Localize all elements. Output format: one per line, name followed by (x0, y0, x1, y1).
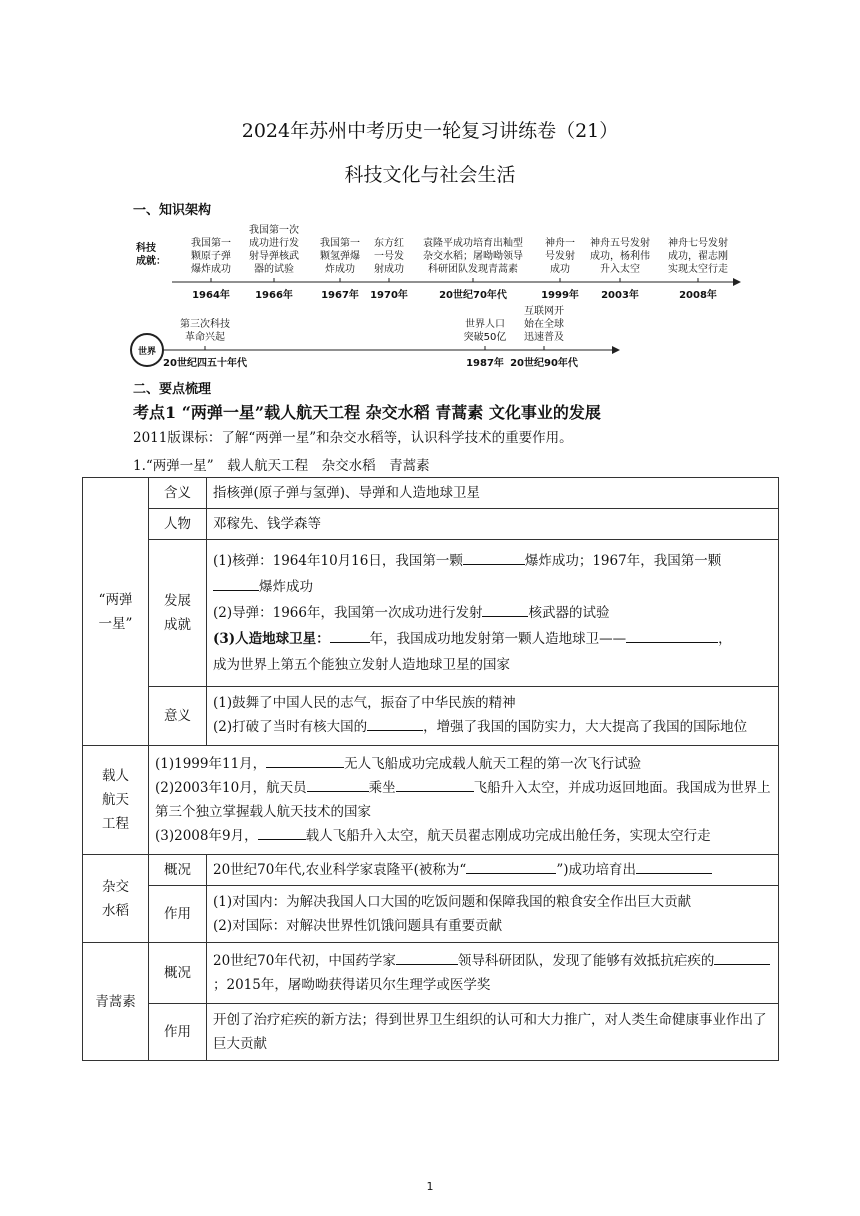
timeline-event-text: 东方红 一号发 射成功 (374, 238, 404, 275)
fill-blank[interactable] (213, 576, 259, 591)
content-renwu: 邓稼先、钱学森等 (207, 509, 779, 540)
table-row (83, 746, 779, 855)
document-title: 2024年苏州中考历史一轮复习讲练卷（21） (241, 120, 619, 142)
timeline-event-text: 神舟五号发射 成功，杨利伟 升入太空 (590, 238, 650, 275)
table-row (83, 943, 779, 1004)
timeline-event-text: 袁隆平成功培育出籼型 杂交水稻；屠呦呦领导 科研团队发现青蒿素 (423, 238, 523, 275)
timeline-event-text: 神舟一 号发射 成功 (545, 238, 575, 275)
label-zuoyong: 作用 (149, 1004, 207, 1061)
category-liangdan: “两弹 一星” (83, 478, 149, 746)
table-row (83, 687, 779, 746)
timeline-event-year: 2008年 (679, 290, 717, 301)
fill-blank[interactable] (466, 859, 556, 874)
timeline-event-year: 1964年 (192, 290, 230, 301)
knowledge-timeline (0, 218, 860, 373)
table-row (83, 478, 779, 509)
world-event-text: 世界人口 突破50亿 (463, 319, 507, 343)
world-event-year: 1987年 (466, 358, 504, 369)
table-row (83, 855, 779, 886)
content-yiyi: (1)鼓舞了中国人民的志气，振奋了中华民族的精神 (2)打破了当时有核大国的 ，增强了我国的国防实力，大大提高了我国的国际地位 (207, 687, 779, 746)
curriculum-standard: 2011版课标：了解“两弹一星”和杂交水稻等，认识科学技术的重要作用。 (133, 430, 573, 446)
section-key-points-heading: 二、要点梳理 (133, 382, 212, 397)
table-row (83, 540, 779, 687)
label-fazhan: 发展 成就 (149, 540, 207, 687)
category-hangtian: 载人 航天 工程 (83, 746, 149, 855)
section-knowledge-framework-heading: 一、知识架构 (133, 203, 212, 218)
content-shuidao-zuoyong: (1)对国内：为解决我国人口大国的吃饭问题和保障我国的粮食安全作出巨大贡献 (2)对国际：对解决世界性饥饿问题具有重要贡献 (207, 886, 779, 943)
content-shuidao-gaikuang: 20世纪70年代,农业科学家袁隆平(被称为“ ”)成功培育出 (207, 855, 779, 886)
table-row (83, 886, 779, 943)
label-gaikuang: 概况 (149, 855, 207, 886)
timeline-event-text: 我国第一 颗氢弹爆 炸成功 (320, 238, 360, 275)
fill-blank[interactable] (367, 716, 423, 731)
world-event-year: 20世纪90年代 (510, 358, 578, 369)
world-event-text: 第三次科技 革命兴起 (180, 319, 230, 343)
content-qinghaosu-gaikuang: 20世纪70年代初，中国药学家 领导科研团队，发现了能够有效抵抗疟疾的；2015年，屠呦呦获得诺贝尔生理学或医学奖 (207, 943, 779, 1004)
table-row (83, 509, 779, 540)
document-subtitle: 科技文化与社会生活 (344, 164, 516, 186)
label-zuoyong: 作用 (149, 886, 207, 943)
content-fazhan: (1)核弹：1964年10月16日，我国第一颗 爆炸成功；1967年，我国第一颗 爆炸成功 (2)导弹：1966年，我国第一次成功进行发射 核武器的试验 (3)人造地球卫星： 年，我国成功地发射第一颗人造地球卫—— ， 成为世界上第五个能独立发射人造地球卫星的国家 (207, 540, 779, 687)
world-event-year: 20世纪四五十年代 (163, 358, 247, 369)
fill-blank[interactable] (714, 950, 770, 965)
timeline-event-year: 20世纪70年代 (439, 290, 507, 301)
fill-blank[interactable] (330, 628, 370, 643)
timeline-event-year: 1966年 (255, 290, 293, 301)
fill-blank[interactable] (258, 825, 306, 840)
label-renwu: 人物 (149, 509, 207, 540)
timeline-event-year: 1967年 (321, 290, 359, 301)
fill-blank[interactable] (396, 777, 474, 792)
timeline-event-year: 1999年 (541, 290, 579, 301)
knowledge-table (82, 477, 779, 1061)
timeline-event-text: 我国第一 颗原子弹 爆炸成功 (191, 238, 231, 275)
fill-blank[interactable] (463, 550, 525, 565)
world-event-text: 互联网开 始在全球 迅速普及 (524, 306, 564, 343)
timeline-event-text: 神舟七号发射 成功，翟志刚 实现太空行走 (668, 238, 728, 275)
timeline-event-year: 2003年 (601, 290, 639, 301)
category-shuidao: 杂交 水稻 (83, 855, 149, 943)
fill-blank[interactable] (396, 950, 458, 965)
category-qinghaosu: 青蒿素 (83, 943, 149, 1061)
label-gaikuang: 概况 (149, 943, 207, 1004)
label-hanyi: 含义 (149, 478, 207, 509)
content-hangtian: (1)1999年11月， 无人飞船成功完成载人航天工程的第一次飞行试验 (2)2003年10月，航天员 乘坐 飞船升入太空，并成功返回地面。我国成为世界上第三个独立掌握载人航天技术的国家 (3)2008年9月， 载人飞船升入太空，航天员翟志刚成功完成出舱任务，实现太空行走 (149, 746, 779, 855)
table-row (83, 1004, 779, 1061)
timeline-label: 科技 成就： (136, 243, 166, 267)
page-number: 1 (426, 1180, 434, 1193)
fill-blank[interactable] (266, 753, 344, 768)
fill-blank[interactable] (636, 859, 712, 874)
fill-blank[interactable] (626, 628, 718, 643)
fill-blank[interactable] (307, 777, 369, 792)
label-yiyi: 意义 (149, 687, 207, 746)
fill-blank[interactable] (482, 602, 528, 617)
world-circle-label: 世界 (130, 333, 164, 367)
content-qinghaosu-zuoyong: 开创了治疗疟疾的新方法；得到世界卫生组织的认可和大力推广，对人类生命健康事业作出了巨大贡献 (207, 1004, 779, 1061)
timeline-event-year: 1970年 (370, 290, 408, 301)
kaodian-heading: 考点1 “两弹一星”载人航天工程 杂交水稻 青蒿素 文化事业的发展 (133, 403, 601, 422)
subtopic-title: 1.“两弹一星” 载人航天工程 杂交水稻 青蒿素 (133, 458, 430, 474)
timeline-event-text: 我国第一次 成功进行发 射导弹核武 器的试验 (249, 225, 299, 275)
content-hanyi: 指核弹(原子弹与氢弹)、导弹和人造地球卫星 (207, 478, 779, 509)
